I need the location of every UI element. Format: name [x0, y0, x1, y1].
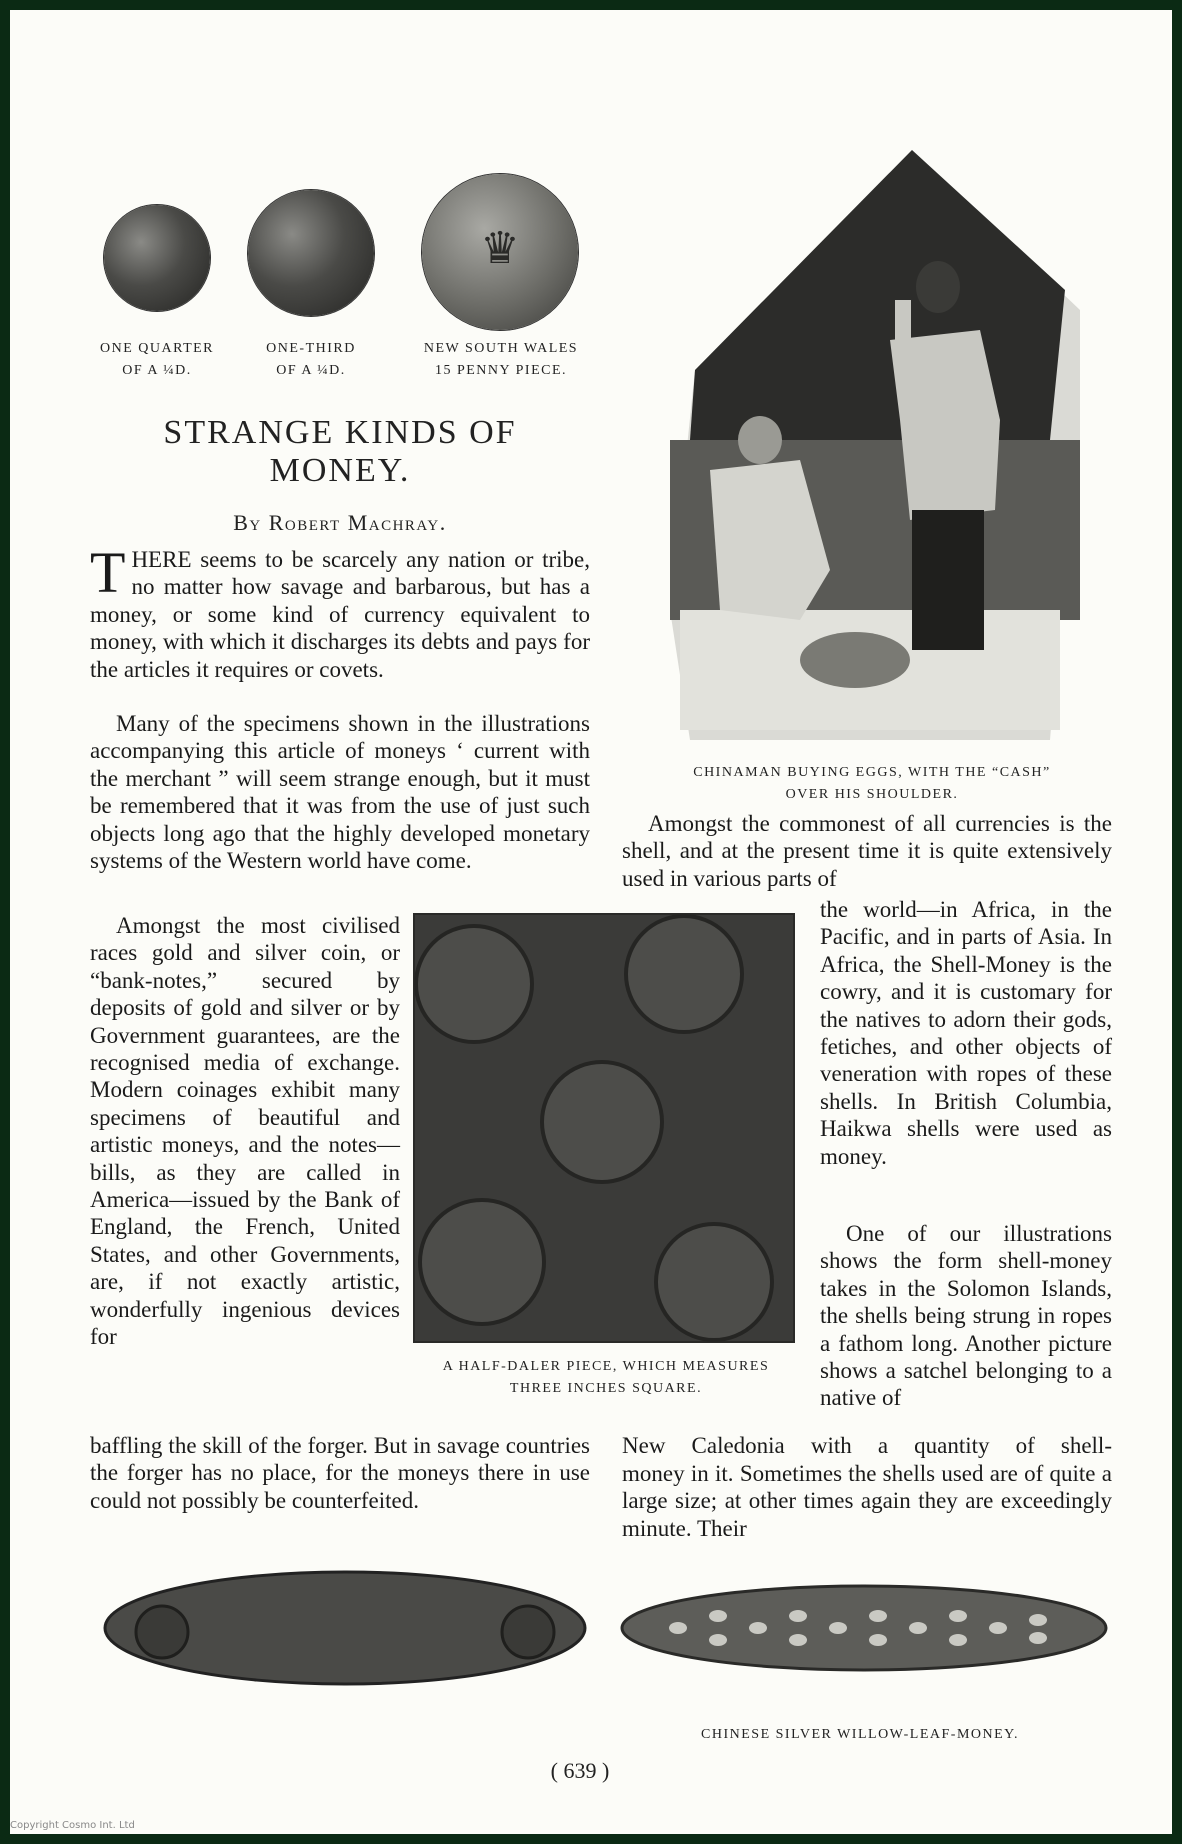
- third-farthing-coin: [248, 190, 374, 316]
- paragraph-shell-intro: Amongst the commonest of all currencies is the shell, and at the present time it is quite extensively used in various parts of: [622, 811, 1112, 891]
- paragraph-forger: baffling the skill of the forger. But in savage countries the forger has no place, for the moneys there in use could not possibly be counterfeited.: [90, 1433, 590, 1513]
- half-daler-caption: A HALF-DALER PIECE, WHICH MEASURES THREE INCHES SQUARE.: [442, 1359, 770, 1396]
- byline: By Robert Machray.: [233, 510, 447, 535]
- willow-leaf-caption: CHINESE SILVER WILLOW-LEAF-MONEY.: [701, 1727, 1019, 1742]
- article-title: STRANGE KINDS OF MONEY.: [163, 414, 517, 489]
- drop-cap: T: [90, 540, 126, 605]
- paragraph-civilised: Amongst the most civilised races gold and silver coin, or “bank-notes,” secured by deposits of gold and silver or by Government guarantees, are the recognised media of exchange. Modern coinages exhibit many specimens of beautiful and artistic moneys, and the notes—bills, as they are called in America—issued by the Bank of England, the French, United States, and other Governments, are, if not exactly artistic, wonderfully ingenious devices for: [90, 913, 400, 1350]
- page-number: ( 639 ): [550, 1758, 610, 1783]
- coin-caption-quarter: ONE QUARTER OF A ¼D.: [99, 341, 215, 378]
- paragraph-solomon: One of our illustrations shows the form shell-money takes in the Solomon Islands, the shells being strung in ropes a fathom long. Another picture shows a satchel belonging to a native of: [820, 1221, 1112, 1411]
- fifteen-penny-coin: [422, 174, 578, 330]
- quarter-farthing-coin: [104, 205, 210, 311]
- crown-icon: ♛: [480, 224, 520, 273]
- magazine-page: [10, 10, 1172, 1834]
- paragraph-intro: THERE seems to be scarcely any nation or tribe, no matter how savage and barbarous, but has a money, or some kind of currency equivalent to money, with which it discharges its debts and pays for the articles it requires or covets.: [90, 540, 590, 682]
- chinaman-photo: [650, 140, 1090, 740]
- coin-caption-nsw: NEW SOUTH WALES 15 PENNY PIECE.: [423, 341, 579, 378]
- paragraph-shell-africa: the world—in Africa, in the Pacific, and in parts of Asia. In Africa, the Shell-Money is the cowry, and it is customary for the natives to adorn their gods, fetiches, and other objects of veneration with ropes of these shells. In British Columbia, Haikwa shells were used as money.: [820, 897, 1112, 1169]
- willow-leaf-money-photo: [618, 1578, 1110, 1678]
- silver-ingot-photo: [100, 1566, 590, 1690]
- coin-caption-third: ONE-THIRD OF A ¼D.: [266, 341, 356, 378]
- copyright-watermark: Copyright Cosmo Int. Ltd: [10, 1820, 135, 1831]
- chinaman-caption: CHINAMAN BUYING EGGS, WITH THE “CASH” OVER HIS SHOULDER.: [693, 765, 1051, 802]
- half-daler-photo: [412, 912, 798, 1344]
- paragraph-caledonia-line: New Caledonia with a quantity of shell-: [622, 1433, 1112, 1458]
- paragraph-shell-size: money in it. Sometimes the shells used are of quite a large size; at other times again they are exceedingly minute. Their: [622, 1461, 1112, 1541]
- paragraph-specimens: Many of the specimens shown in the illustrations accompanying this article of moneys ‘ current with the merchant ” will seem strange enough, but it must be remembered that it was from the use of just such objects long ago that the highly developed monetary systems of the Western world have come.: [90, 711, 590, 874]
